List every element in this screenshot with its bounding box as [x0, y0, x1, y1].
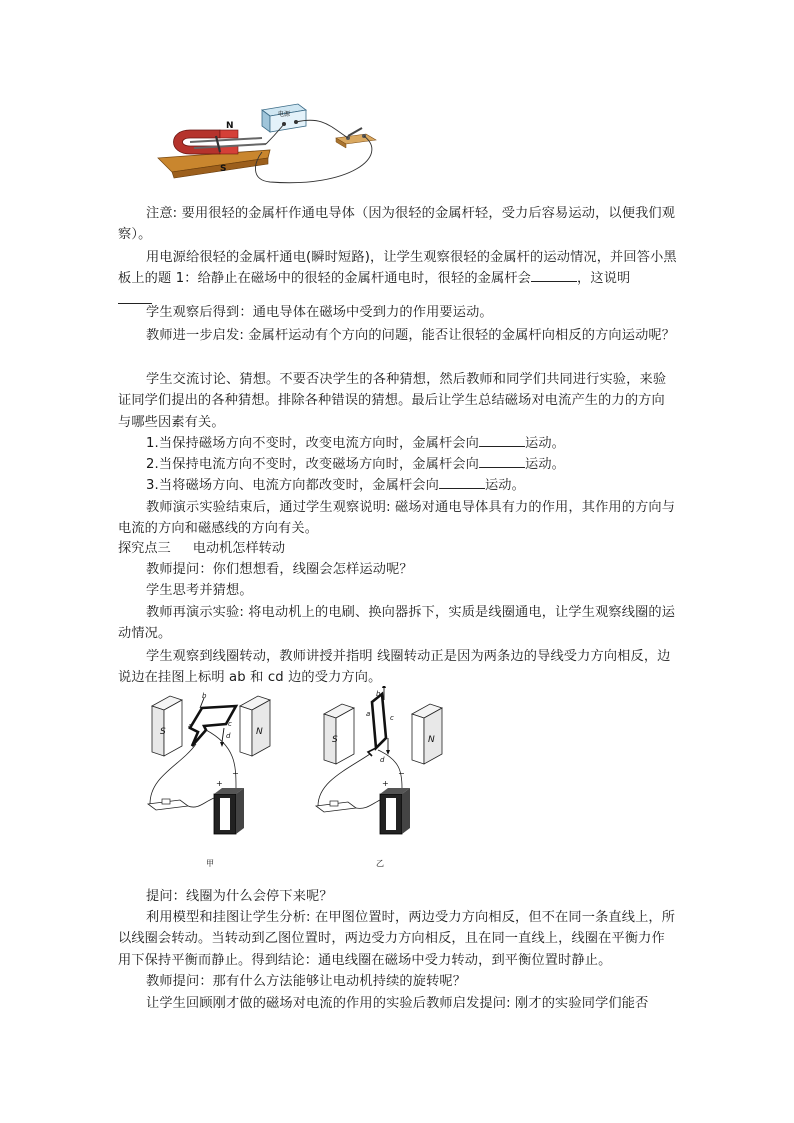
- paragraph-analysis: 利用模型和挂图让学生分析: 在甲图位置时，两边受力方向相反，但不在同一条直线上，所以线圈会转动。当转动到乙图位置时，两边受力方向相反，且在同一直线上，线圈在平衡力作用下保持平衡而静止。得到结论：通电线圈在磁场中受力转动，到平衡位置时静止。: [118, 910, 676, 968]
- list-item-2-suffix: 运动。: [524, 457, 565, 472]
- list-item-3-blank[interactable]: [439, 476, 485, 489]
- jia-label-b: b: [202, 692, 207, 700]
- list-item-3-suffix: 运动。: [484, 478, 525, 493]
- section-heading: [118, 538, 307, 559]
- question-text: 用电源给很轻的金属杆通电(瞬时短路)，让学生观察很轻的金属杆的运动情况，并回答小黑板上的题 1：给静止在磁场中的很轻的金属杆通电时，很轻的金属杆会: [118, 250, 677, 287]
- yi-label-b: b: [376, 690, 381, 698]
- paragraph-why-stop: 提问：线圈为什么会停下来呢？: [146, 889, 333, 904]
- figure-jia: [148, 692, 270, 868]
- jia-pole-n: N: [256, 727, 263, 737]
- jia-label-c: c: [228, 720, 232, 728]
- jia-plus: +: [216, 779, 223, 788]
- paragraph-review: 让学生回顾刚才做的磁场对电流的作用的实验后教师启发提问: 刚才的实验同学们能否: [146, 996, 649, 1011]
- paragraph-note: 注意: 要用很轻的金属杆作通电导体（因为很轻的金属杆轻，受力后容易运动，以便我们观察）。: [118, 206, 676, 243]
- caption-yi: 乙: [376, 859, 384, 868]
- jia-minus: −: [232, 769, 239, 778]
- figure-magnet-rail-drawing: [150, 96, 400, 188]
- yi-label-a: a: [366, 710, 371, 718]
- list-item-1-blank[interactable]: [479, 434, 525, 447]
- yi-label-c: c: [390, 714, 394, 722]
- figure-coil-drawing: [140, 686, 480, 876]
- yi-label-d: d: [380, 756, 385, 764]
- jia-label-a: a: [188, 722, 193, 730]
- list-item-2-blank[interactable]: [479, 455, 525, 468]
- jia-pole-s: S: [160, 727, 166, 737]
- paragraph-continuous-rotation: 教师提问：那有什么方法能够让电动机持续的旋转呢？: [146, 974, 467, 989]
- paragraph-student-guess: 学生思考并猜想。: [146, 583, 253, 598]
- list-item-2-text: 2.当保持电流方向不变时，改变磁场方向时，金属杆会向: [146, 457, 479, 472]
- paragraph-demo: 教师再演示实验: 将电动机上的电刷、换向器拆下，实质是线圈通电，让学生观察线圈的运动情况。: [118, 605, 676, 642]
- figure-yi: [316, 686, 442, 868]
- yi-minus: −: [398, 769, 405, 778]
- jia-label-d: d: [226, 732, 231, 740]
- magnet-north-label: N: [226, 121, 234, 131]
- section-title: 电动机怎样转动: [192, 541, 286, 556]
- question-text-2: ，这说明: [577, 271, 631, 287]
- yi-pole-n: N: [428, 735, 435, 745]
- yi-plus: +: [382, 779, 389, 788]
- list-item-1-text: 1.当保持磁场方向不变时，改变电流方向时，金属杆会向: [146, 436, 479, 451]
- paragraph-observation: 学生观察后得到：通电导体在磁场中受到力的作用要运动。: [146, 305, 493, 320]
- list-item-1-suffix: 运动。: [524, 436, 565, 451]
- paragraph-teacher-hint: 教师进一步启发: 金属杆运动有个方向的问题，能否让很轻的金属杆向相反的方向运动呢？: [146, 328, 676, 343]
- list-item-3: [118, 475, 678, 496]
- figure-magnet-rail-experiment: [150, 96, 400, 188]
- power-supply-label: 电源: [278, 111, 291, 118]
- paragraph-discussion: 学生交流讨论、猜想。不要否决学生的各种猜想，然后教师和同学们共同进行实验，来验证同学们提出的各种猜想。排除各种错误的猜想。最后让学生总结磁场对电流产生的力的方向与哪些因素有关。: [118, 372, 667, 430]
- section-label: 探究点三: [118, 541, 171, 556]
- paragraph-conclusion: 教师演示实验结束后，通过学生观察说明: 磁场对通电导体具有力的作用，其作用的方向与电流的方向和磁感线的方向有关。: [118, 500, 676, 537]
- answer-blank-1[interactable]: [531, 269, 577, 282]
- list-item-3-text: 3.当将磁场方向、电流方向都改变时，金属杆会向: [146, 478, 439, 493]
- magnet-south-label: S: [220, 164, 227, 174]
- yi-pole-s: S: [332, 735, 338, 745]
- caption-jia: 甲: [206, 859, 214, 868]
- list-item-1: [118, 433, 678, 454]
- paragraph-coil-rotation: 学生观察到线圈转动，教师讲授并指明 线圈转动正是因为两条边的导线受力方向相反，边说边在挂图上标明 ab 和 cd 边的受力方向。: [118, 649, 671, 686]
- list-item-2: [118, 454, 678, 475]
- paragraph-teacher-question: 教师提问：你们想想看，线圈会怎样运动呢？: [146, 562, 413, 577]
- figure-coil-positions: [140, 686, 480, 876]
